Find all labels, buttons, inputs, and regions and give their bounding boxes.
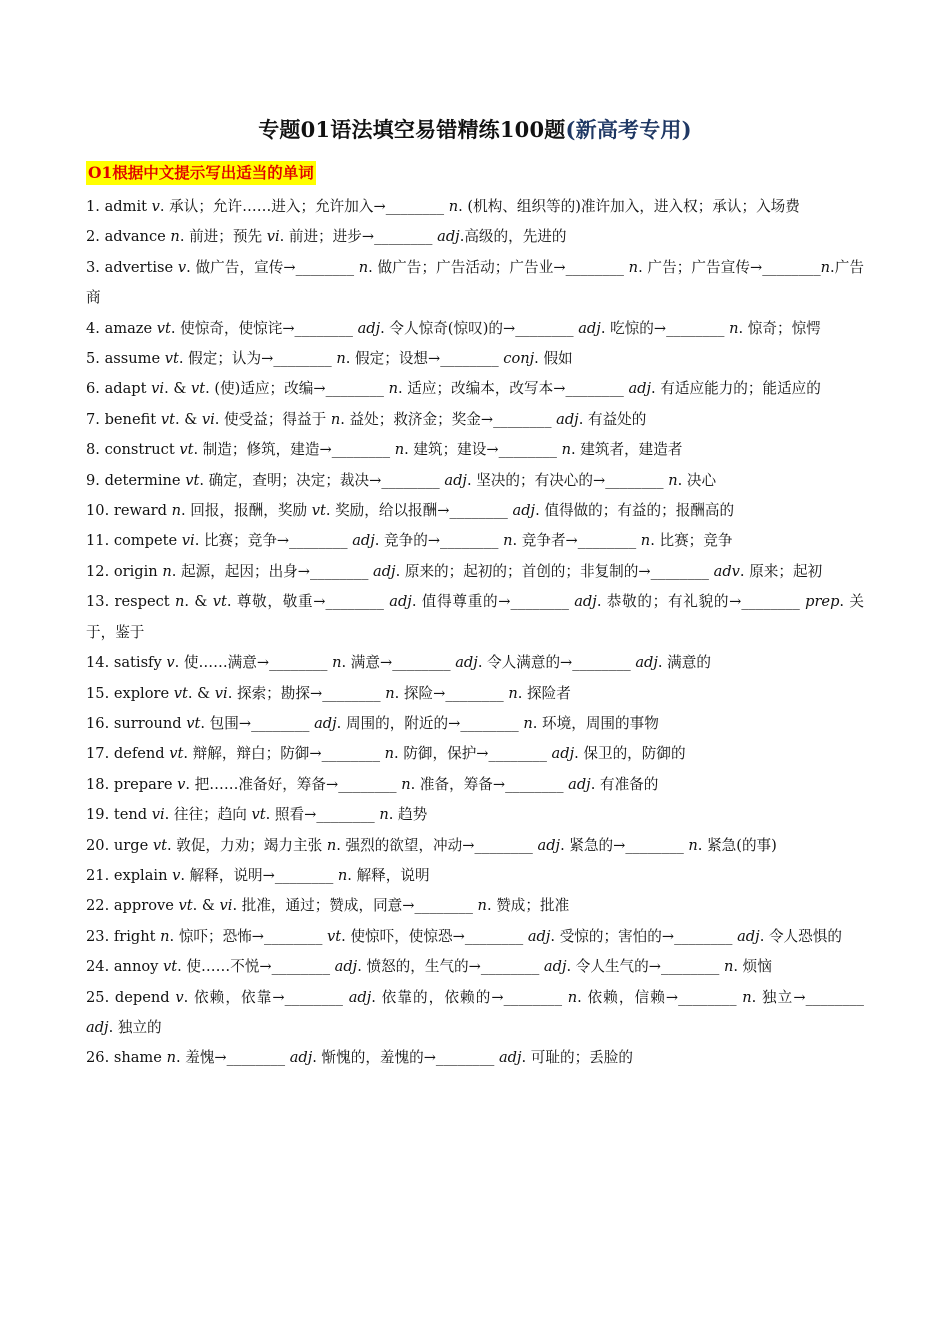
item-text: . 愤怒的，生气的→________ bbox=[357, 958, 544, 976]
item-text: . & bbox=[174, 410, 202, 428]
part-of-speech: n bbox=[477, 897, 487, 915]
part-of-speech: n bbox=[508, 684, 518, 702]
part-of-speech: vt bbox=[160, 410, 175, 428]
item-text: . 令人生气的→________ bbox=[566, 958, 724, 976]
item-text: 21. explain bbox=[86, 866, 173, 884]
list-item bbox=[86, 922, 864, 952]
item-text: . 赞成；批准 bbox=[486, 897, 570, 915]
part-of-speech: n bbox=[171, 502, 182, 520]
part-of-speech: v bbox=[175, 988, 184, 1006]
item-text: . 使惊吓，使惊恐→________ bbox=[341, 927, 528, 945]
part-of-speech: n bbox=[820, 258, 831, 276]
item-text: . 羞愧→________ bbox=[175, 1049, 290, 1067]
item-text: . 决心 bbox=[677, 471, 717, 489]
part-of-speech: adj bbox=[737, 927, 760, 945]
part-of-speech: adj bbox=[455, 654, 478, 672]
part-of-speech: n bbox=[729, 319, 739, 337]
item-text: . 值得尊重的→________ bbox=[411, 593, 575, 611]
part-of-speech: vt bbox=[169, 745, 184, 763]
list-item bbox=[86, 983, 864, 1044]
item-text: . 假定；设想→________ bbox=[345, 350, 504, 368]
item-text: . 确定，查明；决定；裁决→________ bbox=[199, 471, 445, 489]
part-of-speech: adj bbox=[551, 745, 575, 763]
item-text: . 比赛；竞争→________ bbox=[194, 532, 353, 550]
item-text: . & bbox=[184, 593, 213, 611]
part-of-speech: vt bbox=[212, 593, 227, 611]
item-text: . 假如 bbox=[534, 350, 573, 368]
item-text: 1. admit bbox=[86, 198, 152, 215]
part-of-speech: n bbox=[503, 532, 513, 550]
list-item bbox=[86, 222, 864, 252]
item-text: 13. respect bbox=[86, 593, 176, 611]
part-of-speech: n bbox=[394, 441, 405, 459]
item-text: . & bbox=[192, 897, 220, 915]
item-text: 22. approve bbox=[86, 897, 179, 915]
item-text: . 惭愧的，羞愧的→________ bbox=[312, 1049, 499, 1067]
item-text: . 保卫的，防御的 bbox=[574, 745, 686, 763]
list-item bbox=[86, 891, 864, 921]
list-item bbox=[86, 831, 864, 861]
list-item bbox=[86, 800, 864, 830]
item-text: . 敦促，力劝；竭力主张 bbox=[166, 836, 327, 854]
part-of-speech: vi bbox=[181, 532, 195, 550]
part-of-speech: adj bbox=[628, 380, 652, 398]
item-text: 24. annoy bbox=[86, 958, 164, 976]
list-item bbox=[86, 1043, 864, 1073]
item-text: . 独立的 bbox=[108, 1018, 162, 1036]
item-text: . 包围→________ bbox=[200, 714, 315, 732]
list-item bbox=[86, 253, 864, 314]
part-of-speech: conj bbox=[503, 350, 535, 368]
list-item bbox=[86, 557, 864, 587]
item-text: . 满意→________ bbox=[341, 654, 456, 672]
part-of-speech: adj bbox=[512, 502, 536, 520]
part-of-speech: v bbox=[177, 775, 186, 793]
part-of-speech: n bbox=[336, 350, 346, 368]
item-text: . 把……准备好，筹备→________ bbox=[185, 775, 402, 793]
item-text: . 益处；救济金；奖金→________ bbox=[340, 410, 557, 428]
part-of-speech: adj bbox=[348, 988, 372, 1006]
exercise-list bbox=[86, 192, 864, 1074]
item-text: . & bbox=[164, 380, 191, 398]
item-text: . 辩解，辩白；防御→________ bbox=[183, 745, 385, 763]
item-text: 23. fright bbox=[86, 927, 161, 945]
part-of-speech: v bbox=[166, 654, 175, 672]
item-text: 3. advertise bbox=[86, 258, 178, 276]
item-text: . 有益处的 bbox=[578, 410, 647, 428]
part-of-speech: vi bbox=[266, 228, 280, 246]
part-of-speech: adj bbox=[543, 958, 567, 976]
item-text: . 使……满意→________ bbox=[174, 654, 333, 672]
list-item bbox=[86, 861, 864, 891]
part-of-speech: n bbox=[166, 1049, 176, 1067]
item-text: . 适应；改编本，改写本→________ bbox=[398, 380, 629, 398]
item-text: . 有准备的 bbox=[590, 775, 659, 793]
item-text: 4. amaze bbox=[86, 319, 157, 337]
part-of-speech: vi bbox=[219, 897, 233, 915]
item-text: . 广告；广告宣传→________ bbox=[638, 258, 821, 276]
item-text: . 探索；勘探→________ bbox=[227, 684, 386, 702]
item-text: 19. tend bbox=[86, 806, 152, 824]
item-text: . 防御，保护→________ bbox=[394, 745, 552, 763]
item-text: 26. shame bbox=[86, 1049, 167, 1067]
item-text: . 紧急(的事) bbox=[697, 836, 777, 854]
item-text: . 满意的 bbox=[657, 654, 711, 672]
item-text: . 竞争的→________ bbox=[374, 532, 504, 550]
part-of-speech: v bbox=[151, 198, 160, 215]
part-of-speech: vt bbox=[163, 958, 178, 976]
item-text: . (使)适应；改编→________ bbox=[205, 380, 389, 398]
item-text: . 回报，报酬，奖励 bbox=[181, 502, 312, 520]
item-text: 25. depend bbox=[86, 988, 176, 1006]
part-of-speech: adj bbox=[578, 319, 601, 337]
part-of-speech: adj bbox=[444, 471, 467, 489]
item-text: 11. compete bbox=[86, 532, 182, 550]
part-of-speech: v bbox=[177, 258, 187, 276]
item-text: . 使惊奇，使惊诧→________ bbox=[170, 319, 358, 337]
page-title bbox=[0, 114, 950, 144]
item-text: . 原来的；起初的；首创的；非复制的→________ bbox=[395, 562, 714, 580]
list-item bbox=[86, 770, 864, 800]
item-text: .高级的，先进的 bbox=[459, 228, 567, 246]
list-item bbox=[86, 952, 864, 982]
list-item bbox=[86, 466, 864, 496]
list-item bbox=[86, 314, 864, 344]
part-of-speech: n bbox=[742, 988, 752, 1006]
part-of-speech: n bbox=[160, 927, 170, 945]
section-heading: O1根据中文提示写出适当的单词 bbox=[86, 161, 316, 185]
item-text: . 值得做的；有益的；报酬高的 bbox=[535, 502, 735, 520]
item-text: 15. explore bbox=[86, 684, 174, 702]
item-text: . 依赖，信赖→________ bbox=[577, 988, 743, 1006]
part-of-speech: vi bbox=[151, 380, 165, 398]
item-text: 6. adapt bbox=[86, 380, 152, 398]
item-text: . 奖励，给以报酬→________ bbox=[325, 502, 513, 520]
list-item bbox=[86, 435, 864, 465]
list-item bbox=[86, 709, 864, 739]
item-text: . 做广告，宣传→________ bbox=[186, 258, 359, 276]
part-of-speech: n bbox=[175, 593, 185, 611]
title-main: 专题01语法填空易错精练100题 bbox=[258, 117, 566, 142]
item-text: . (机构、组织等的)准许加入，进入权；承认；入场费 bbox=[458, 198, 800, 215]
part-of-speech: prep bbox=[805, 593, 840, 611]
part-of-speech: adj bbox=[334, 958, 358, 976]
list-item bbox=[86, 648, 864, 678]
item-text: . 环境，周围的事物 bbox=[532, 714, 659, 732]
item-text: 5. assume bbox=[86, 350, 165, 368]
item-text: . 前进；进步→________ bbox=[279, 228, 438, 246]
item-text: 7. benefit bbox=[86, 410, 161, 428]
part-of-speech: adj bbox=[389, 593, 412, 611]
item-text: . 探险者 bbox=[517, 684, 571, 702]
item-text: . 吃惊的→________ bbox=[600, 319, 730, 337]
item-text: . 惊奇；惊愕 bbox=[738, 319, 821, 337]
part-of-speech: adj bbox=[498, 1049, 522, 1067]
part-of-speech: vt bbox=[164, 350, 179, 368]
part-of-speech: vt bbox=[152, 836, 167, 854]
item-text: 18. prepare bbox=[86, 775, 178, 793]
part-of-speech: n bbox=[561, 441, 572, 459]
item-text: 10. reward bbox=[86, 502, 172, 520]
item-text: . 起源，起因；出身→________ bbox=[171, 562, 374, 580]
item-text: . 恭敬的；有礼貌的→________ bbox=[596, 593, 806, 611]
item-text: . 受惊的；害怕的→________ bbox=[550, 927, 738, 945]
part-of-speech: adj bbox=[635, 654, 658, 672]
part-of-speech: n bbox=[401, 775, 411, 793]
item-text: 14. satisfy bbox=[86, 654, 167, 672]
part-of-speech: n bbox=[332, 654, 342, 672]
part-of-speech: adj bbox=[537, 836, 561, 854]
part-of-speech: n bbox=[388, 380, 398, 398]
item-text: . 往往；趋向 bbox=[164, 806, 252, 824]
part-of-speech: vt bbox=[186, 714, 201, 732]
part-of-speech: vi bbox=[201, 410, 215, 428]
item-text: . 惊吓；恐怖→________ bbox=[169, 927, 328, 945]
item-text: . 比赛；竞争 bbox=[650, 532, 733, 550]
part-of-speech: n bbox=[330, 410, 341, 428]
part-of-speech: vt bbox=[179, 441, 194, 459]
part-of-speech: n bbox=[385, 684, 395, 702]
item-text: . 趋势 bbox=[388, 806, 428, 824]
item-text: . 烦恼 bbox=[733, 958, 772, 976]
item-text: . 使……不悦→________ bbox=[177, 958, 335, 976]
item-text: . 可耻的；丢脸的 bbox=[521, 1049, 633, 1067]
item-text: . 承认；允许……进入；允许加入→________ bbox=[159, 198, 449, 215]
item-text: . 原来；起初 bbox=[739, 562, 823, 580]
list-item bbox=[86, 587, 864, 648]
item-text: . 令人恐惧的 bbox=[759, 927, 842, 945]
item-text: . 独立→________ bbox=[751, 988, 864, 1006]
item-text: 17. defend bbox=[86, 745, 170, 763]
item-text: . 解释，说明→________ bbox=[180, 866, 338, 884]
item-text: . 建筑；建设→________ bbox=[404, 441, 562, 459]
part-of-speech: n bbox=[170, 228, 180, 246]
list-item bbox=[86, 496, 864, 526]
item-text: 12. origin bbox=[86, 562, 163, 580]
item-text: 9. determine bbox=[86, 471, 186, 489]
part-of-speech: adj bbox=[289, 1049, 313, 1067]
part-of-speech: n bbox=[326, 836, 337, 854]
list-item bbox=[86, 344, 864, 374]
part-of-speech: vt bbox=[173, 684, 188, 702]
part-of-speech: vt bbox=[327, 927, 342, 945]
part-of-speech: v bbox=[172, 866, 181, 884]
part-of-speech: n bbox=[379, 806, 389, 824]
item-text: . 使受益；得益于 bbox=[214, 410, 331, 428]
part-of-speech: n bbox=[523, 714, 533, 732]
item-text: . 解释，说明 bbox=[347, 866, 430, 884]
title-accent: (新高考专用) bbox=[565, 117, 692, 142]
list-item bbox=[86, 405, 864, 435]
part-of-speech: vi bbox=[151, 806, 165, 824]
item-text: . 制造；修筑，建造→________ bbox=[193, 441, 395, 459]
part-of-speech: n bbox=[668, 471, 678, 489]
part-of-speech: n bbox=[723, 958, 734, 976]
item-text: . 批准，通过；赞成，同意→________ bbox=[232, 897, 478, 915]
part-of-speech: adj bbox=[352, 532, 375, 550]
item-text: . 尊敬，敬重→________ bbox=[226, 593, 390, 611]
part-of-speech: vi bbox=[214, 684, 228, 702]
item-text: 16. surround bbox=[86, 714, 187, 732]
item-text: . 关于，鉴于 bbox=[86, 593, 864, 641]
item-text: . 周围的，附近的→________ bbox=[336, 714, 524, 732]
part-of-speech: vt bbox=[185, 471, 200, 489]
item-text: . 照看→________ bbox=[265, 806, 380, 824]
item-text: . 前进；预先 bbox=[179, 228, 267, 246]
item-text: . 探险→________ bbox=[394, 684, 509, 702]
item-text: . 紧急的→________ bbox=[560, 836, 689, 854]
item-text: . 假定；认为→________ bbox=[178, 350, 337, 368]
part-of-speech: adj bbox=[437, 228, 460, 246]
item-text: . 坚决的；有决心的→________ bbox=[466, 471, 669, 489]
item-text: 2. advance bbox=[86, 228, 171, 246]
part-of-speech: n bbox=[337, 866, 348, 884]
part-of-speech: n bbox=[162, 562, 172, 580]
part-of-speech: vt bbox=[191, 380, 206, 398]
part-of-speech: n bbox=[448, 198, 459, 215]
part-of-speech: vt bbox=[178, 897, 193, 915]
item-text: . 令人满意的→________ bbox=[477, 654, 636, 672]
item-text: 20. urge bbox=[86, 836, 153, 854]
part-of-speech: adj bbox=[574, 593, 597, 611]
item-text: . 令人惊奇(惊叹)的→________ bbox=[380, 319, 579, 337]
list-item bbox=[86, 526, 864, 556]
part-of-speech: adj bbox=[568, 775, 591, 793]
part-of-speech: n bbox=[358, 258, 369, 276]
item-text: . 准备，筹备→________ bbox=[410, 775, 569, 793]
part-of-speech: adj bbox=[556, 410, 579, 428]
list-item bbox=[86, 679, 864, 709]
part-of-speech: adj bbox=[527, 927, 551, 945]
part-of-speech: adv bbox=[713, 562, 740, 580]
item-text: . 竞争者→________ bbox=[512, 532, 641, 550]
item-text: . & bbox=[187, 684, 215, 702]
item-text: . 强烈的欲望，冲动→________ bbox=[336, 836, 538, 854]
item-text: 8. construct bbox=[86, 441, 180, 459]
part-of-speech: n bbox=[384, 745, 395, 763]
part-of-speech: n bbox=[628, 258, 639, 276]
item-text: . 依赖，依靠→________ bbox=[183, 988, 349, 1006]
part-of-speech: vt bbox=[311, 502, 326, 520]
item-text: .广告商 bbox=[86, 258, 864, 307]
part-of-speech: n bbox=[640, 532, 651, 550]
list-item bbox=[86, 739, 864, 769]
item-text: . 依靠的，依赖的→________ bbox=[371, 988, 568, 1006]
part-of-speech: vt bbox=[156, 319, 171, 337]
list-item bbox=[86, 374, 864, 404]
list-item bbox=[86, 192, 864, 222]
part-of-speech: n bbox=[688, 836, 698, 854]
part-of-speech: vt bbox=[251, 806, 266, 824]
part-of-speech: adj bbox=[357, 319, 381, 337]
item-text: . 做广告；广告活动；广告业→________ bbox=[368, 258, 629, 276]
part-of-speech: adj bbox=[314, 714, 337, 732]
item-text: . 有适应能力的；能适应的 bbox=[651, 380, 821, 398]
part-of-speech: adj bbox=[86, 1018, 109, 1036]
item-text: . 建筑者，建造者 bbox=[571, 441, 683, 459]
part-of-speech: n bbox=[567, 988, 578, 1006]
part-of-speech: adj bbox=[373, 562, 396, 580]
